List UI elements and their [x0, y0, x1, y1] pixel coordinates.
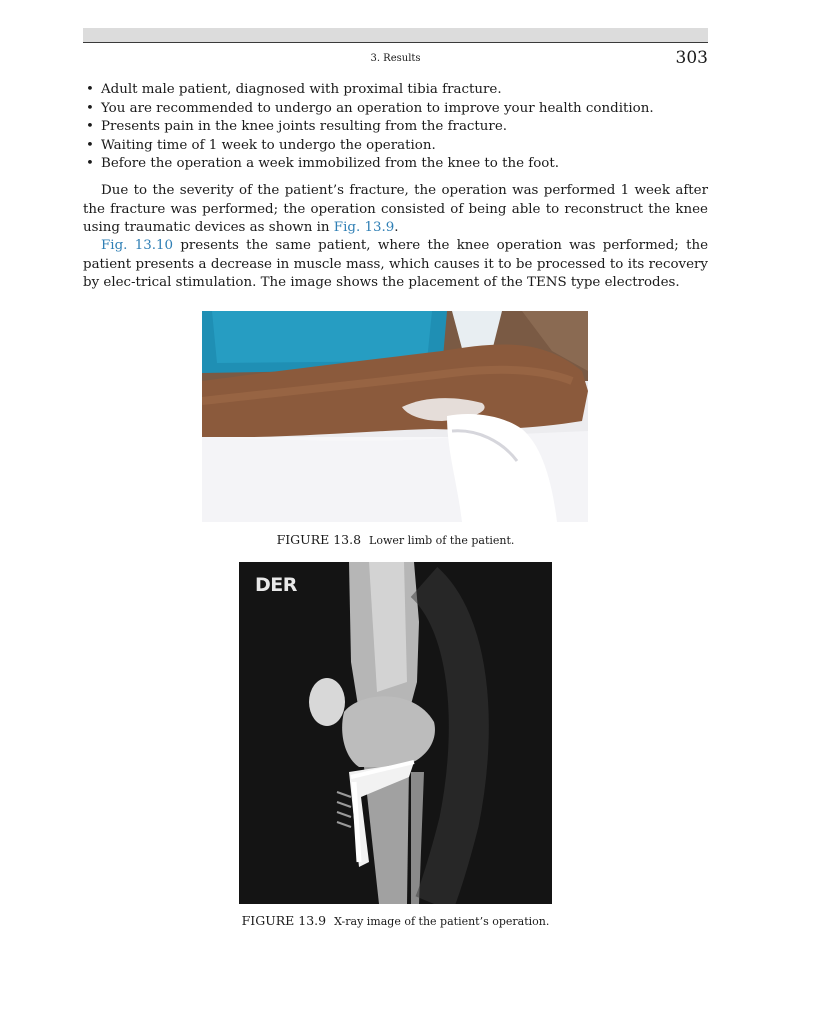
bullet-list — [83, 81, 708, 174]
bullet-item: • Presents pain in the knee joints resulting from the fracture. — [83, 118, 708, 137]
bullet-item: • Before the operation a week immobilized from the knee to the foot. — [83, 155, 708, 174]
figure-caption-text: Lower limb of the patient. — [369, 534, 515, 547]
figure-13-9-caption — [83, 913, 708, 928]
fig-13-10-link[interactable]: Fig. 13.10 — [101, 238, 174, 253]
figure-13-8-caption — [83, 532, 708, 547]
paragraph-1-text: Due to the severity of the patient’s fracture, the operation was performed 1 week after the fracture was performed; the operation consisted of being able to reconstruct the knee using traumatic devices as shown in — [83, 183, 708, 235]
lower-limb-illustration — [202, 311, 588, 522]
xray-illustration — [239, 562, 552, 904]
header-rule — [83, 42, 708, 43]
header-bar — [83, 28, 708, 42]
figure-label: FIGURE 13.8 — [276, 532, 362, 547]
figure-caption-text: X-ray image of the patient’s operation. — [334, 915, 550, 928]
paragraph-2 — [83, 237, 708, 293]
paragraph-1-end: . — [394, 220, 399, 235]
page-number: 303 — [675, 48, 708, 68]
xray-image — [239, 562, 552, 904]
running-head: 3. Results — [370, 53, 421, 64]
figure-label: FIGURE 13.9 — [241, 913, 327, 928]
xray-side-marker: DER — [255, 574, 297, 596]
fig-13-9-link[interactable]: Fig. 13.9 — [333, 220, 395, 235]
bullet-item: • You are recommended to undergo an operation to improve your health condition. — [83, 100, 708, 119]
bullet-item: • Waiting time of 1 week to undergo the operation. — [83, 137, 708, 156]
paragraph-2-text: presents the same patient, where the knee operation was performed; the patient presents a decrease in muscle mass, which causes it to be processed to its recovery by elec-trical stimulation. The image shows the placement of the TENS type electrodes. — [83, 238, 708, 290]
paragraph-1 — [83, 182, 708, 238]
bullet-item: • Adult male patient, diagnosed with proximal tibia fracture. — [83, 81, 708, 100]
lower-limb-photo — [202, 311, 588, 522]
